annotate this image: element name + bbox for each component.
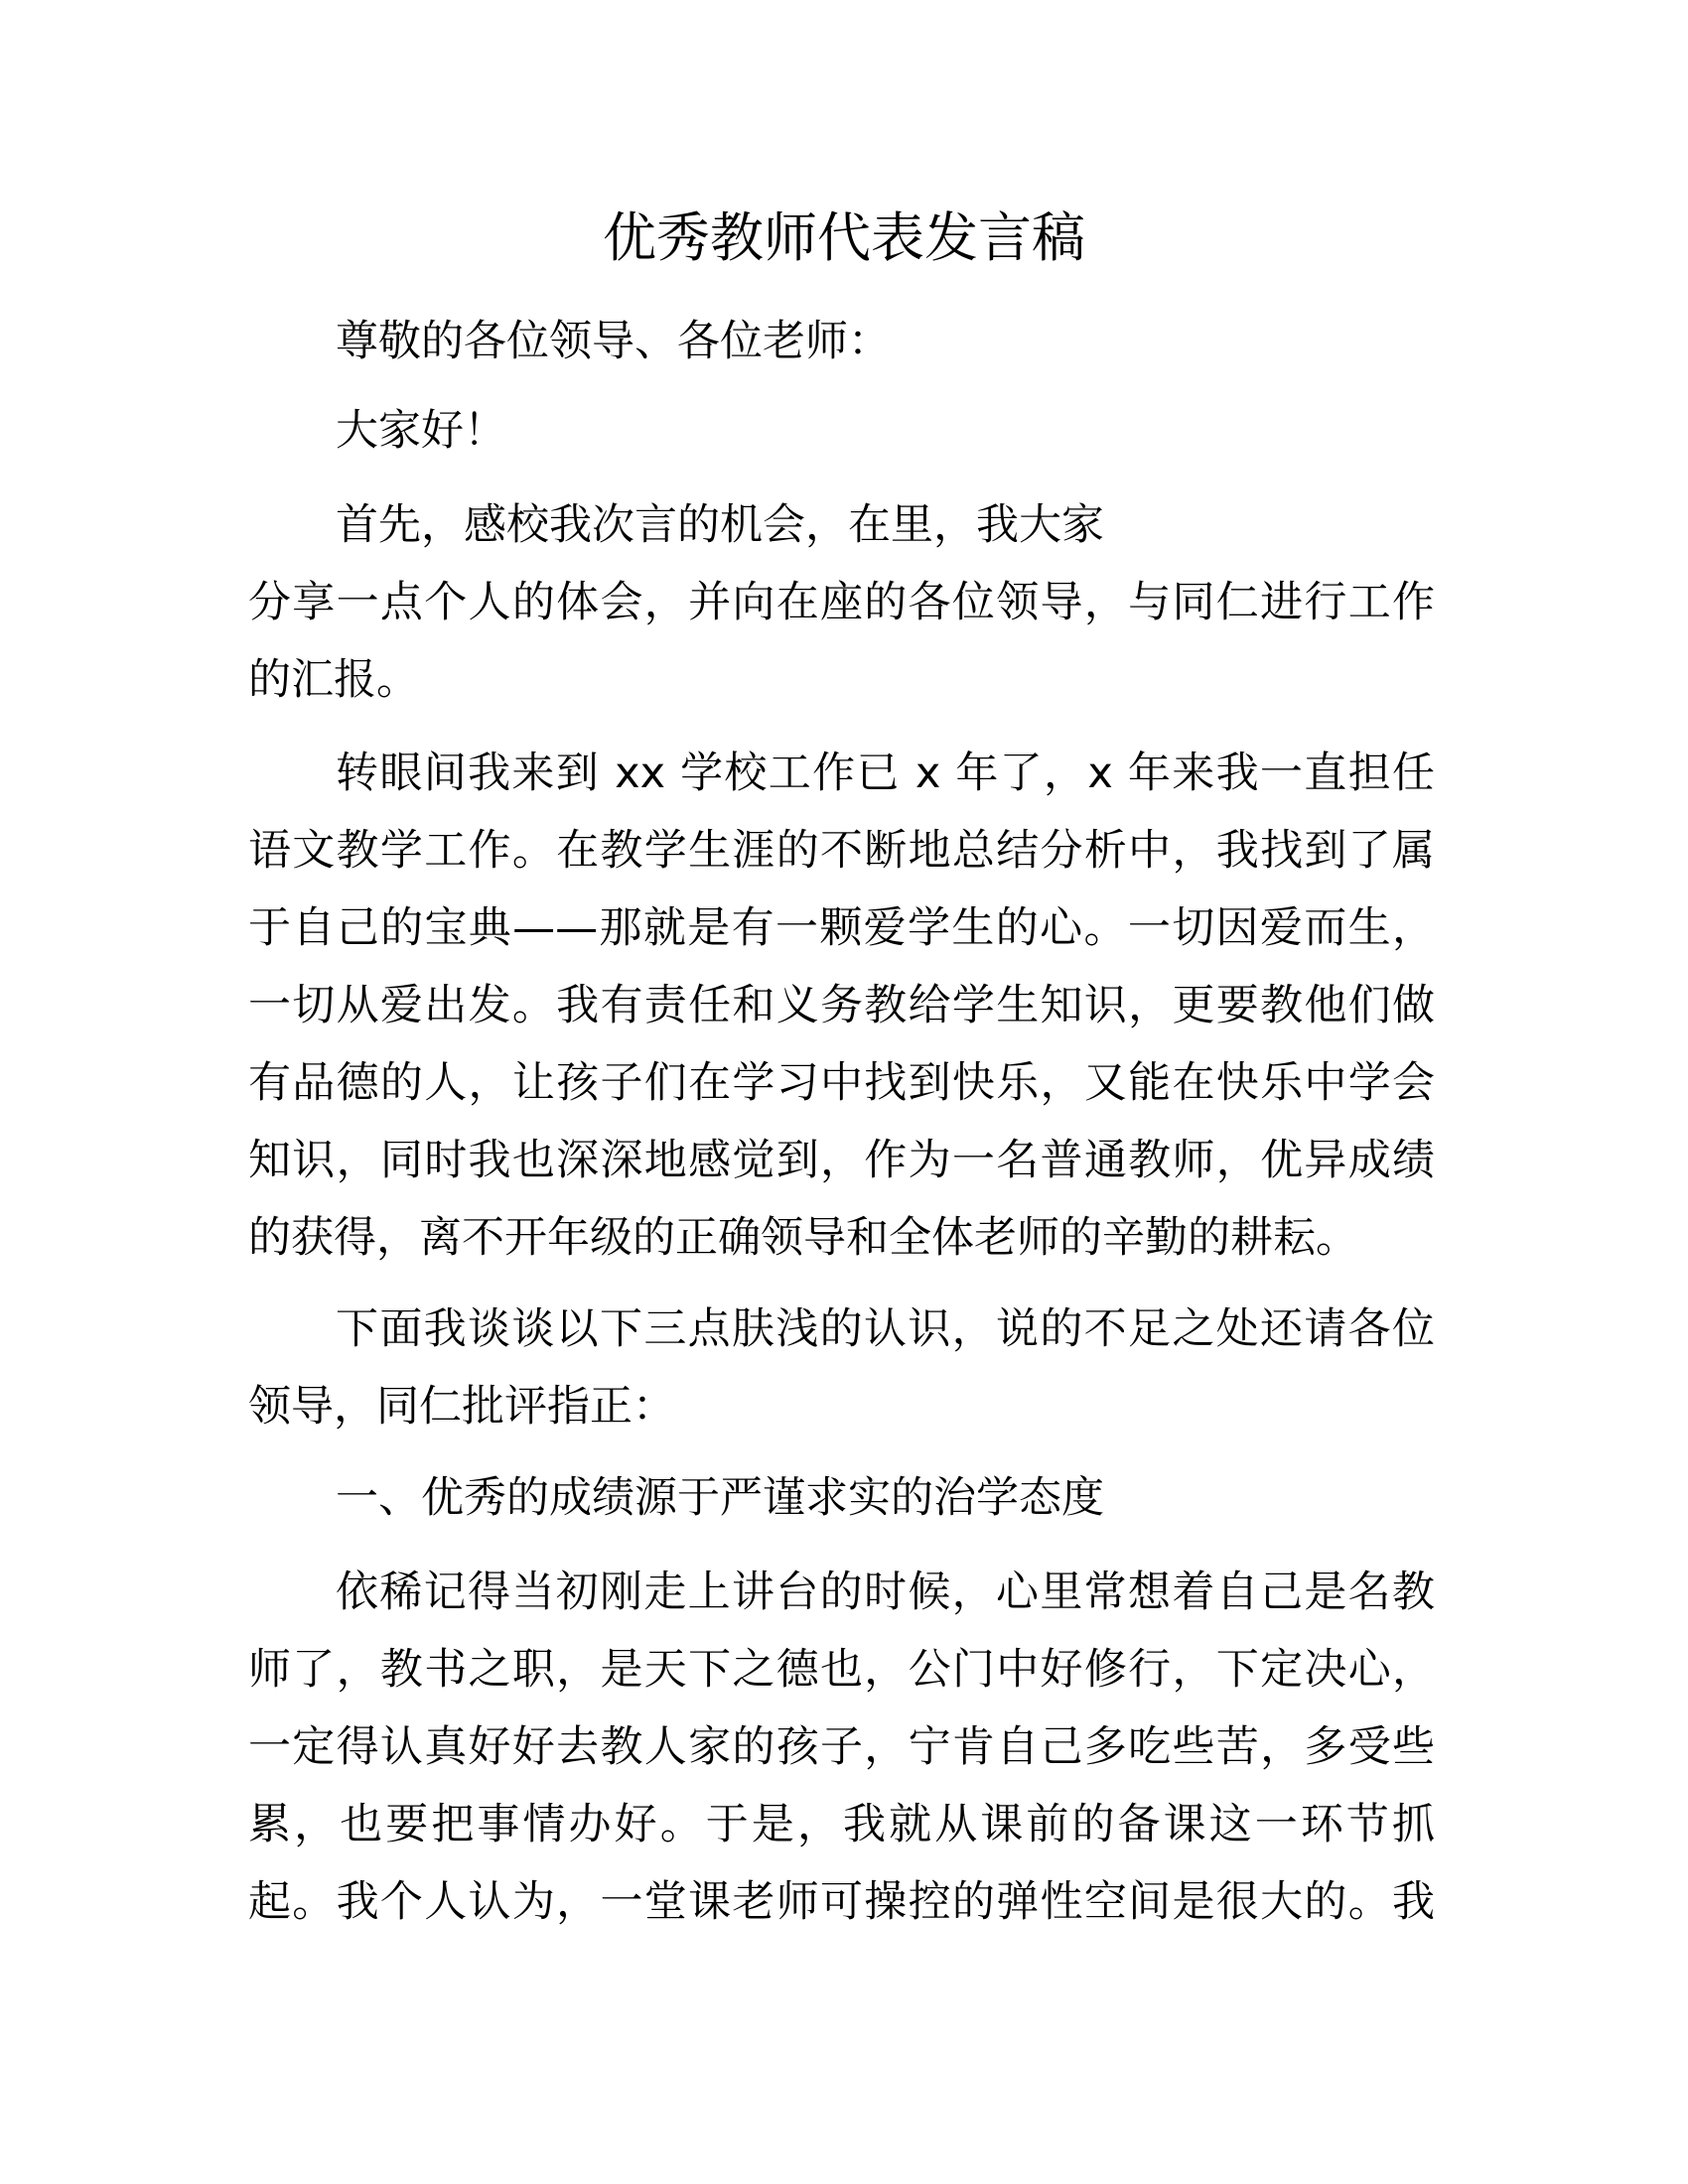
paragraph-line: 一定得认真好好去教人家的孩子，宁肯自己多吃些苦，多受些	[248, 1722, 1435, 1772]
paragraph-line: 知识，同时我也深深地感觉到，作为一名普通教师，优异成绩	[248, 1136, 1435, 1185]
paragraph-line: 依稀记得当初刚走上讲台的时候，心里常想着自己是名教	[336, 1568, 1435, 1617]
greeting-line: 大家好！	[336, 406, 506, 456]
page-title: 优秀教师代表发言稿	[603, 206, 1085, 269]
paragraph-line: 师了，教书之职，是天下之德也，公门中好修行，下定决心，	[248, 1645, 1435, 1695]
paragraph-line: 于自己的宝典——那就是有一颗爱学生的心。一切因爱而生，	[248, 903, 1435, 953]
paragraph-line: 有品德的人，让孩子们在学习中找到快乐，又能在快乐中学会	[248, 1058, 1435, 1108]
paragraph-line: 分享一点个人的体会，并向在座的各位领导，与同仁进行工作	[248, 578, 1435, 627]
paragraph-line: 首先，感校我次言的机会，在里，我大家	[336, 500, 1104, 550]
paragraph-1	[248, 486, 1435, 719]
salutation-line: 尊敬的各位领导、各位老师：	[336, 317, 891, 366]
paragraph-line: 一切从爱出发。我有责任和义务教给学生知识，更要教他们做	[248, 981, 1435, 1030]
paragraph-line: 语文教学工作。在教学生涯的不断地总结分析中，我找到了属	[248, 826, 1435, 876]
paragraph-4	[248, 1554, 1435, 1941]
greeting	[248, 392, 1435, 470]
paragraph-line: 起。我个人认为，一堂课老师可操控的弹性空间是很大的。我	[248, 1877, 1435, 1927]
paragraph-3	[248, 1291, 1435, 1445]
section-heading-1	[248, 1459, 1435, 1537]
paragraph-line: 领导，同仁批评指正：	[248, 1382, 675, 1432]
section-heading-line: 一、优秀的成绩源于严谨求实的治学态度	[336, 1473, 1104, 1523]
paragraph-line: 的汇报。	[248, 655, 419, 705]
paragraph-line: 累，也要把事情办好。于是，我就从课前的备课这一环节抓	[248, 1800, 1435, 1849]
paragraph-2	[248, 735, 1435, 1277]
paragraph-line: 转眼间我来到 xx 学校工作已 x 年了，x 年来我一直担任	[336, 749, 1435, 798]
paragraph-line: 下面我谈谈以下三点肤浅的认识，说的不足之处还请各位	[336, 1304, 1435, 1354]
paragraph-line: 的获得，离不开年级的正确领导和全体老师的辛勤的耕耘。	[248, 1213, 1358, 1263]
salutation	[248, 303, 1435, 380]
